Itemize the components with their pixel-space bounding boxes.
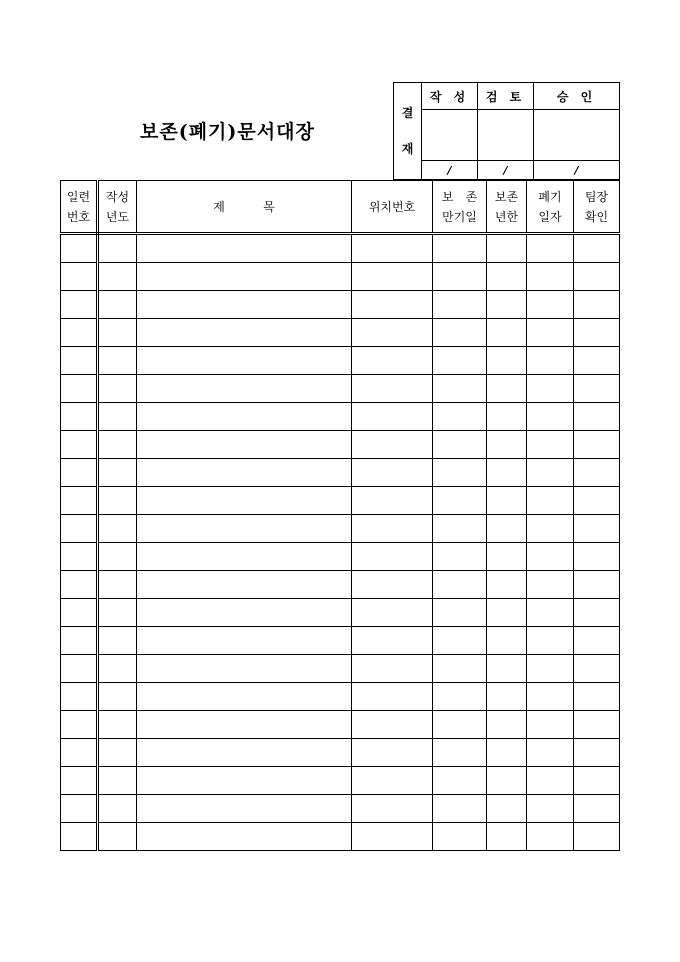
cell-retention-period[interactable]: [487, 543, 527, 571]
table-row: [61, 375, 620, 403]
cell-expiry-date[interactable]: [433, 599, 487, 627]
cell-subject[interactable]: [137, 823, 352, 851]
approval-box: [393, 82, 620, 180]
cell-year-created[interactable]: [98, 263, 137, 291]
cell-subject[interactable]: [137, 543, 352, 571]
cell-location-number[interactable]: [352, 347, 433, 375]
cell-year-created[interactable]: [98, 459, 137, 487]
cell-manager-confirm[interactable]: [574, 823, 620, 851]
table-row: [61, 795, 620, 823]
cell-serial-number[interactable]: [61, 319, 98, 347]
header-confirm-line2: 확인: [584, 209, 609, 224]
table-row: [61, 347, 620, 375]
table-row: [61, 599, 620, 627]
table-row: [61, 319, 620, 347]
cell-expiry-date[interactable]: [433, 739, 487, 767]
cell-subject[interactable]: [137, 683, 352, 711]
cell-subject[interactable]: [137, 711, 352, 739]
header-period-line2: 년한: [494, 209, 519, 224]
header-retention-period: [487, 181, 527, 234]
header-disposal-date: [527, 181, 574, 234]
cell-year-created[interactable]: [98, 683, 137, 711]
cell-disposal-date[interactable]: [527, 319, 574, 347]
header-location-number: 위치번호: [352, 181, 433, 234]
cell-retention-period[interactable]: [487, 823, 527, 851]
table-row: [61, 683, 620, 711]
header-subject-char1: 제: [213, 199, 225, 214]
cell-disposal-date[interactable]: [527, 347, 574, 375]
cell-expiry-date[interactable]: [433, 403, 487, 431]
cell-subject[interactable]: [137, 263, 352, 291]
cell-year-created[interactable]: [98, 487, 137, 515]
cell-serial-number[interactable]: [61, 431, 98, 459]
header-manager-confirm: [574, 181, 620, 234]
header-expiry-line1: 보 존: [441, 189, 478, 204]
page-title: 보존(폐기)문서대장: [140, 121, 315, 143]
cell-expiry-date[interactable]: [433, 347, 487, 375]
cell-location-number[interactable]: [352, 291, 433, 319]
cell-year-created[interactable]: [98, 711, 137, 739]
cell-serial-number[interactable]: [61, 375, 98, 403]
cell-retention-period[interactable]: [487, 739, 527, 767]
cell-year-created[interactable]: [98, 319, 137, 347]
cell-disposal-date[interactable]: [527, 599, 574, 627]
cell-disposal-date[interactable]: [527, 767, 574, 795]
cell-manager-confirm[interactable]: [574, 263, 620, 291]
cell-subject[interactable]: [137, 431, 352, 459]
approval-date-approve[interactable]: /: [534, 161, 620, 180]
header-expiry-line2: 만기일: [442, 209, 477, 224]
cell-serial-number[interactable]: [61, 291, 98, 319]
approval-date-review[interactable]: /: [478, 161, 534, 180]
header-year-line1: 작성: [105, 189, 130, 204]
cell-serial-number[interactable]: [61, 599, 98, 627]
cell-expiry-date[interactable]: [433, 375, 487, 403]
cell-location-number[interactable]: [352, 627, 433, 655]
cell-disposal-date[interactable]: [527, 739, 574, 767]
cell-serial-number[interactable]: [61, 263, 98, 291]
table-row: [61, 655, 620, 683]
cell-serial-number[interactable]: [61, 711, 98, 739]
cell-serial-number[interactable]: [61, 627, 98, 655]
cell-subject[interactable]: [137, 655, 352, 683]
cell-year-created[interactable]: [98, 403, 137, 431]
cell-location-number[interactable]: [352, 739, 433, 767]
cell-disposal-date[interactable]: [527, 711, 574, 739]
header-confirm-line1: 팀장: [584, 189, 609, 204]
cell-retention-period[interactable]: [487, 375, 527, 403]
approval-sign-review[interactable]: [478, 110, 534, 161]
cell-subject[interactable]: [137, 291, 352, 319]
cell-disposal-date[interactable]: [527, 683, 574, 711]
cell-serial-number[interactable]: [61, 403, 98, 431]
cell-retention-period[interactable]: [487, 515, 527, 543]
cell-serial-number[interactable]: [61, 515, 98, 543]
cell-year-created[interactable]: [98, 291, 137, 319]
table-row: [61, 823, 620, 851]
cell-year-created[interactable]: [98, 627, 137, 655]
cell-manager-confirm[interactable]: [574, 487, 620, 515]
cell-location-number[interactable]: [352, 515, 433, 543]
table-row: [61, 487, 620, 515]
cell-manager-confirm[interactable]: [574, 515, 620, 543]
cell-year-created[interactable]: [98, 431, 137, 459]
cell-manager-confirm[interactable]: [574, 739, 620, 767]
header-expiry-date: [433, 181, 487, 234]
cell-manager-confirm[interactable]: [574, 795, 620, 823]
cell-serial-number[interactable]: [61, 347, 98, 375]
approval-header-approve: 승 인: [534, 83, 620, 110]
cell-year-created[interactable]: [98, 823, 137, 851]
cell-serial-number[interactable]: [61, 571, 98, 599]
cell-disposal-date[interactable]: [527, 487, 574, 515]
cell-year-created[interactable]: [98, 234, 137, 263]
cell-expiry-date[interactable]: [433, 711, 487, 739]
cell-expiry-date[interactable]: [433, 823, 487, 851]
cell-retention-period[interactable]: [487, 347, 527, 375]
cell-location-number[interactable]: [352, 459, 433, 487]
cell-serial-number[interactable]: [61, 543, 98, 571]
cell-expiry-date[interactable]: [433, 263, 487, 291]
cell-expiry-date[interactable]: [433, 767, 487, 795]
cell-serial-number[interactable]: [61, 823, 98, 851]
cell-retention-period[interactable]: [487, 599, 527, 627]
cell-expiry-date[interactable]: [433, 459, 487, 487]
cell-retention-period[interactable]: [487, 767, 527, 795]
cell-expiry-date[interactable]: [433, 319, 487, 347]
cell-serial-number[interactable]: [61, 683, 98, 711]
approval-header-author: 작 성: [422, 83, 478, 110]
cell-retention-period[interactable]: [487, 571, 527, 599]
cell-year-created[interactable]: [98, 347, 137, 375]
cell-expiry-date[interactable]: [433, 487, 487, 515]
cell-retention-period[interactable]: [487, 711, 527, 739]
cell-manager-confirm[interactable]: [574, 291, 620, 319]
cell-retention-period[interactable]: [487, 459, 527, 487]
cell-retention-period[interactable]: [487, 403, 527, 431]
table-row: [61, 739, 620, 767]
cell-manager-confirm[interactable]: [574, 403, 620, 431]
cell-disposal-date[interactable]: [527, 795, 574, 823]
header-year-created: [98, 181, 137, 234]
cell-year-created[interactable]: [98, 795, 137, 823]
cell-location-number[interactable]: [352, 571, 433, 599]
cell-subject[interactable]: [137, 487, 352, 515]
table-row: [61, 459, 620, 487]
cell-location-number[interactable]: [352, 263, 433, 291]
cell-retention-period[interactable]: [487, 263, 527, 291]
approval-side-label: [394, 83, 422, 180]
cell-disposal-date[interactable]: [527, 263, 574, 291]
header-disposal-line2: 일자: [538, 209, 562, 224]
cell-year-created[interactable]: [98, 739, 137, 767]
cell-disposal-date[interactable]: [527, 291, 574, 319]
cell-disposal-date[interactable]: [527, 543, 574, 571]
table-row: [61, 291, 620, 319]
cell-manager-confirm[interactable]: [574, 767, 620, 795]
cell-serial-number[interactable]: [61, 459, 98, 487]
table-row: [61, 515, 620, 543]
cell-retention-period[interactable]: [487, 234, 527, 263]
cell-disposal-date[interactable]: [527, 431, 574, 459]
approval-side-label-2: 재: [401, 142, 414, 156]
cell-manager-confirm[interactable]: [574, 319, 620, 347]
table-row: [61, 627, 620, 655]
table-row: [61, 263, 620, 291]
cell-retention-period[interactable]: [487, 683, 527, 711]
cell-location-number[interactable]: [352, 655, 433, 683]
table-row: [61, 431, 620, 459]
cell-disposal-date[interactable]: [527, 655, 574, 683]
cell-subject[interactable]: [137, 347, 352, 375]
ledger-body: [61, 234, 620, 851]
table-row: [61, 711, 620, 739]
cell-manager-confirm[interactable]: [574, 655, 620, 683]
header-serial-line1: 일련: [66, 189, 91, 204]
cell-location-number[interactable]: [352, 795, 433, 823]
cell-disposal-date[interactable]: [527, 627, 574, 655]
table-row: [61, 234, 620, 263]
cell-retention-period[interactable]: [487, 795, 527, 823]
header-serial-line2: 번호: [66, 209, 91, 224]
header-year-line2: 년도: [105, 209, 130, 224]
cell-subject[interactable]: [137, 515, 352, 543]
cell-location-number[interactable]: [352, 767, 433, 795]
cell-subject[interactable]: [137, 459, 352, 487]
table-row: [61, 543, 620, 571]
header-subject-char2: 목: [263, 199, 275, 214]
cell-serial-number[interactable]: [61, 767, 98, 795]
cell-subject[interactable]: [137, 234, 352, 263]
cell-manager-confirm[interactable]: [574, 711, 620, 739]
cell-disposal-date[interactable]: [527, 375, 574, 403]
cell-expiry-date[interactable]: [433, 543, 487, 571]
cell-subject[interactable]: [137, 319, 352, 347]
cell-serial-number[interactable]: [61, 655, 98, 683]
approval-sign-author[interactable]: [422, 110, 478, 161]
approval-date-author[interactable]: /: [422, 161, 478, 180]
cell-retention-period[interactable]: [487, 627, 527, 655]
ledger-table: [60, 180, 620, 851]
cell-serial-number[interactable]: [61, 487, 98, 515]
approval-side-label-1: 결: [401, 106, 414, 120]
cell-disposal-date[interactable]: [527, 515, 574, 543]
cell-disposal-date[interactable]: [527, 403, 574, 431]
cell-year-created[interactable]: [98, 375, 137, 403]
cell-expiry-date[interactable]: [433, 291, 487, 319]
cell-location-number[interactable]: [352, 543, 433, 571]
cell-disposal-date[interactable]: [527, 459, 574, 487]
cell-manager-confirm[interactable]: [574, 347, 620, 375]
cell-retention-period[interactable]: [487, 487, 527, 515]
cell-location-number[interactable]: [352, 683, 433, 711]
cell-subject[interactable]: [137, 403, 352, 431]
cell-serial-number[interactable]: [61, 795, 98, 823]
cell-year-created[interactable]: [98, 543, 137, 571]
cell-expiry-date[interactable]: [433, 515, 487, 543]
cell-location-number[interactable]: [352, 599, 433, 627]
cell-disposal-date[interactable]: [527, 234, 574, 263]
cell-location-number[interactable]: [352, 431, 433, 459]
header-serial-number: [61, 181, 98, 234]
cell-expiry-date[interactable]: [433, 571, 487, 599]
table-row: [61, 403, 620, 431]
cell-location-number[interactable]: [352, 711, 433, 739]
cell-subject[interactable]: [137, 571, 352, 599]
cell-serial-number[interactable]: [61, 739, 98, 767]
cell-year-created[interactable]: [98, 571, 137, 599]
cell-manager-confirm[interactable]: [574, 543, 620, 571]
cell-expiry-date[interactable]: [433, 683, 487, 711]
cell-manager-confirm[interactable]: [574, 627, 620, 655]
cell-location-number[interactable]: [352, 823, 433, 851]
cell-retention-period[interactable]: [487, 431, 527, 459]
cell-disposal-date[interactable]: [527, 571, 574, 599]
table-row: [61, 767, 620, 795]
cell-retention-period[interactable]: [487, 655, 527, 683]
cell-expiry-date[interactable]: [433, 795, 487, 823]
cell-subject[interactable]: [137, 739, 352, 767]
header-period-line1: 보존: [494, 189, 519, 204]
cell-location-number[interactable]: [352, 375, 433, 403]
cell-manager-confirm[interactable]: [574, 683, 620, 711]
cell-year-created[interactable]: [98, 655, 137, 683]
cell-subject[interactable]: [137, 795, 352, 823]
cell-location-number[interactable]: [352, 487, 433, 515]
cell-expiry-date[interactable]: [433, 627, 487, 655]
cell-manager-confirm[interactable]: [574, 571, 620, 599]
cell-subject[interactable]: [137, 375, 352, 403]
cell-subject[interactable]: [137, 599, 352, 627]
cell-expiry-date[interactable]: [433, 431, 487, 459]
cell-year-created[interactable]: [98, 767, 137, 795]
cell-manager-confirm[interactable]: [574, 599, 620, 627]
cell-location-number[interactable]: [352, 234, 433, 263]
cell-manager-confirm[interactable]: [574, 431, 620, 459]
cell-year-created[interactable]: [98, 599, 137, 627]
approval-sign-approve[interactable]: [534, 110, 620, 161]
cell-subject[interactable]: [137, 767, 352, 795]
cell-serial-number[interactable]: [61, 234, 98, 263]
header-disposal-line1: 폐기: [538, 189, 562, 204]
header-subject: [137, 181, 352, 234]
cell-expiry-date[interactable]: [433, 234, 487, 263]
cell-manager-confirm[interactable]: [574, 234, 620, 263]
cell-location-number[interactable]: [352, 403, 433, 431]
approval-header-review: 검 토: [478, 83, 534, 110]
cell-year-created[interactable]: [98, 515, 137, 543]
cell-retention-period[interactable]: [487, 319, 527, 347]
cell-location-number[interactable]: [352, 319, 433, 347]
cell-manager-confirm[interactable]: [574, 459, 620, 487]
cell-expiry-date[interactable]: [433, 655, 487, 683]
cell-disposal-date[interactable]: [527, 823, 574, 851]
table-row: [61, 571, 620, 599]
cell-subject[interactable]: [137, 627, 352, 655]
cell-retention-period[interactable]: [487, 291, 527, 319]
cell-manager-confirm[interactable]: [574, 375, 620, 403]
